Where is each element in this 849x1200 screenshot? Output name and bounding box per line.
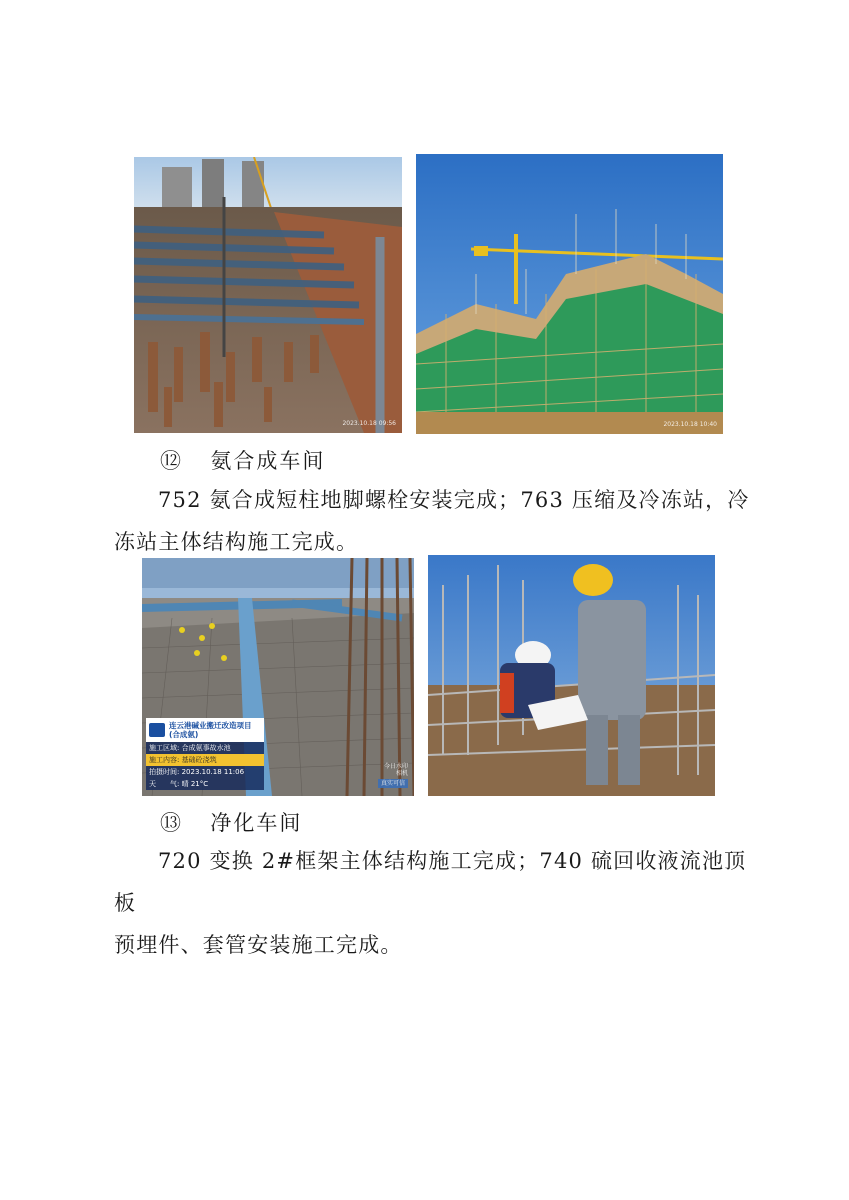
stamp-line: 今日水印 — [383, 763, 408, 770]
section-paragraph — [114, 479, 754, 563]
photo-workers-inspection — [428, 555, 715, 796]
area-label: 施工区域: — [149, 743, 180, 752]
paragraph-line: 752 氨合成短柱地脚螺栓安装完成；763 压缩及冷冻站，冷 — [158, 488, 750, 512]
company-logo-icon — [149, 723, 165, 737]
paragraph-line: 预埋件、套管安装施工完成。 — [114, 933, 403, 957]
weather-value: 晴 21°C — [181, 779, 209, 788]
section-paragraph — [114, 840, 754, 966]
section-title: 净化车间 — [210, 811, 303, 835]
section-title: 氨合成车间 — [210, 449, 326, 473]
weather-label: 天 气: — [149, 779, 180, 788]
photo-timestamp: 2023.10.18 10:40 — [663, 421, 717, 428]
photo-pipe-piles — [134, 157, 402, 433]
paragraph-line: 720 变换 2#框架主体结构施工完成；740 硫回收液流池顶板 — [114, 849, 747, 915]
photo-timestamp: 2023.10.18 09:56 — [342, 420, 396, 427]
stamp-badge: 真实可信 — [378, 779, 408, 788]
watermark-stamp — [378, 763, 408, 788]
content-label: 施工内容: — [149, 755, 180, 764]
watermark-card — [146, 718, 264, 790]
photo-scaffold-building — [416, 154, 723, 434]
content-value: 基础砼浇筑 — [181, 755, 217, 764]
project-name: 连云港碱业搬迁改造项目(合成氨) — [169, 721, 252, 739]
time-value: 2023.10.18 11:06 — [181, 767, 245, 776]
area-value: 合成氨事故水池 — [181, 743, 231, 752]
section-number: ⑬ — [160, 811, 183, 835]
photo-rebar-pour — [142, 558, 414, 796]
stamp-line: 相机 — [395, 770, 408, 777]
time-label: 拍摄时间: — [149, 767, 180, 776]
section-number: ⑫ — [160, 449, 183, 473]
paragraph-line: 冻站主体结构施工完成。 — [114, 530, 359, 554]
section-heading — [160, 808, 302, 838]
section-heading — [160, 446, 325, 476]
